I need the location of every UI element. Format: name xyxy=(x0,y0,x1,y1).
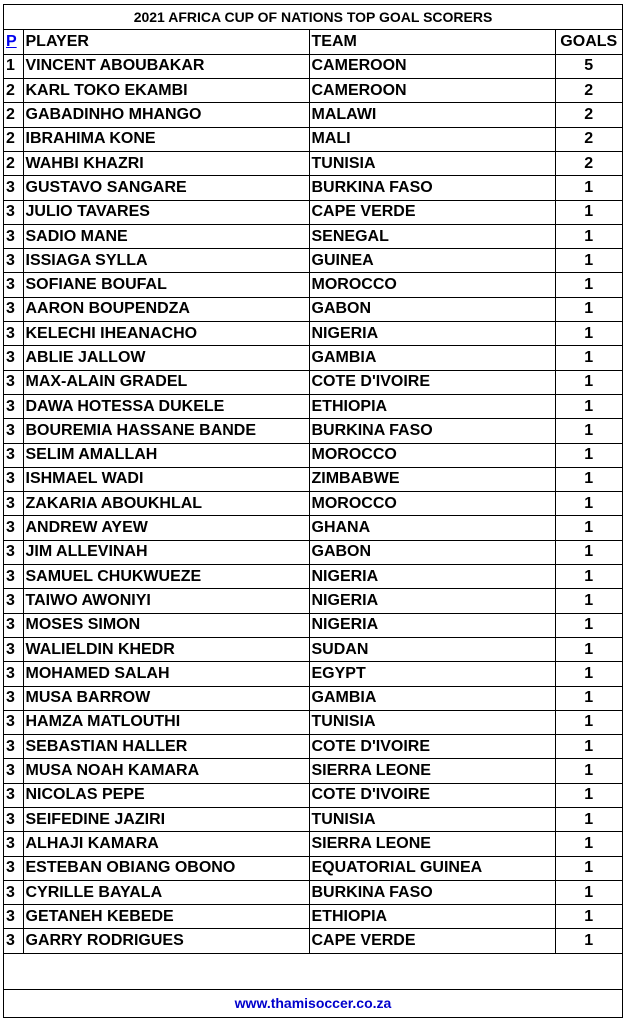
team-cell: MALAWI xyxy=(309,103,555,127)
table-row xyxy=(4,710,622,734)
position-cell: 3 xyxy=(4,322,23,346)
player-cell: GABADINHO MHANGO xyxy=(23,103,309,127)
player-cell: TAIWO AWONIYI xyxy=(23,589,309,613)
table-row xyxy=(4,79,622,103)
position-cell: 3 xyxy=(4,273,23,297)
footer-website[interactable]: www.thamisoccer.co.za xyxy=(4,989,622,1017)
goals-cell: 1 xyxy=(555,176,622,200)
goals-cell: 1 xyxy=(555,735,622,759)
position-cell: 3 xyxy=(4,394,23,418)
team-cell: NIGERIA xyxy=(309,613,555,637)
goals-cell: 1 xyxy=(555,394,622,418)
player-cell: KELECHI IHEANACHO xyxy=(23,322,309,346)
team-cell: GAMBIA xyxy=(309,346,555,370)
team-cell: CAMEROON xyxy=(309,54,555,78)
team-cell: GABON xyxy=(309,297,555,321)
table-row xyxy=(4,419,622,443)
player-cell: IBRAHIMA KONE xyxy=(23,127,309,151)
goals-cell: 1 xyxy=(555,224,622,248)
team-cell: TUNISIA xyxy=(309,710,555,734)
team-cell: CAPE VERDE xyxy=(309,929,555,953)
position-cell: 2 xyxy=(4,151,23,175)
player-cell: MOHAMED SALAH xyxy=(23,662,309,686)
player-cell: ISSIAGA SYLLA xyxy=(23,249,309,273)
table-row xyxy=(4,467,622,491)
team-cell: MOROCCO xyxy=(309,273,555,297)
table-row xyxy=(4,783,622,807)
player-cell: AARON BOUPENDZA xyxy=(23,297,309,321)
player-cell: NICOLAS PEPE xyxy=(23,783,309,807)
player-header: PLAYER xyxy=(23,30,309,54)
position-cell: 3 xyxy=(4,565,23,589)
position-cell: 3 xyxy=(4,419,23,443)
team-cell: BURKINA FASO xyxy=(309,880,555,904)
table-row xyxy=(4,273,622,297)
position-cell: 2 xyxy=(4,103,23,127)
scorers-sheet xyxy=(3,4,623,1018)
player-cell: JULIO TAVARES xyxy=(23,200,309,224)
table-row xyxy=(4,54,622,78)
player-cell: MUSA BARROW xyxy=(23,686,309,710)
player-cell: JIM ALLEVINAH xyxy=(23,540,309,564)
position-sort-link[interactable]: P xyxy=(6,32,17,50)
table-row xyxy=(4,394,622,418)
goals-cell: 2 xyxy=(555,127,622,151)
goals-cell: 5 xyxy=(555,54,622,78)
player-cell: SELIM AMALLAH xyxy=(23,443,309,467)
team-cell: EQUATORIAL GUINEA xyxy=(309,856,555,880)
team-cell: SIERRA LEONE xyxy=(309,759,555,783)
position-cell: 3 xyxy=(4,759,23,783)
team-cell: TUNISIA xyxy=(309,808,555,832)
player-cell: ESTEBAN OBIANG OBONO xyxy=(23,856,309,880)
position-cell: 3 xyxy=(4,224,23,248)
goals-cell: 1 xyxy=(555,856,622,880)
goals-cell: 1 xyxy=(555,710,622,734)
team-cell: NIGERIA xyxy=(309,322,555,346)
goals-cell: 1 xyxy=(555,759,622,783)
team-cell: COTE D'IVOIRE xyxy=(309,783,555,807)
goals-cell: 1 xyxy=(555,613,622,637)
player-cell: SOFIANE BOUFAL xyxy=(23,273,309,297)
goals-cell: 1 xyxy=(555,370,622,394)
player-cell: ZAKARIA ABOUKHLAL xyxy=(23,492,309,516)
goals-cell: 1 xyxy=(555,637,622,661)
team-cell: GABON xyxy=(309,540,555,564)
team-cell: SUDAN xyxy=(309,637,555,661)
team-cell: BURKINA FASO xyxy=(309,176,555,200)
position-cell: 3 xyxy=(4,662,23,686)
player-cell: DAWA HOTESSA DUKELE xyxy=(23,394,309,418)
table-row xyxy=(4,929,622,953)
position-cell: 3 xyxy=(4,783,23,807)
position-cell: 3 xyxy=(4,832,23,856)
goals-cell: 2 xyxy=(555,103,622,127)
player-cell: SEBASTIAN HALLER xyxy=(23,735,309,759)
table-row xyxy=(4,297,622,321)
team-cell: GHANA xyxy=(309,516,555,540)
team-cell: BURKINA FASO xyxy=(309,419,555,443)
player-cell: ALHAJI KAMARA xyxy=(23,832,309,856)
team-cell: GAMBIA xyxy=(309,686,555,710)
team-cell: MOROCCO xyxy=(309,443,555,467)
goals-cell: 2 xyxy=(555,151,622,175)
player-cell: ISHMAEL WADI xyxy=(23,467,309,491)
table-row xyxy=(4,565,622,589)
table-row xyxy=(4,346,622,370)
goals-cell: 1 xyxy=(555,808,622,832)
goals-cell: 1 xyxy=(555,419,622,443)
team-header: TEAM xyxy=(309,30,555,54)
position-cell: 3 xyxy=(4,613,23,637)
goals-cell: 1 xyxy=(555,929,622,953)
goals-cell: 1 xyxy=(555,516,622,540)
position-cell: 3 xyxy=(4,808,23,832)
goals-cell: 1 xyxy=(555,249,622,273)
goals-cell: 1 xyxy=(555,540,622,564)
position-cell: 3 xyxy=(4,467,23,491)
table-row xyxy=(4,224,622,248)
goals-cell: 1 xyxy=(555,662,622,686)
team-cell: COTE D'IVOIRE xyxy=(309,370,555,394)
goals-cell: 2 xyxy=(555,79,622,103)
goals-cell: 1 xyxy=(555,783,622,807)
table-row xyxy=(4,103,622,127)
player-cell: MAX-ALAIN GRADEL xyxy=(23,370,309,394)
team-cell: GUINEA xyxy=(309,249,555,273)
team-cell: MOROCCO xyxy=(309,492,555,516)
table-row xyxy=(4,662,622,686)
page-title: 2021 AFRICA CUP OF NATIONS TOP GOAL SCORERS xyxy=(4,5,622,30)
goals-cell: 1 xyxy=(555,905,622,929)
position-cell: 3 xyxy=(4,637,23,661)
player-cell: WALIELDIN KHEDR xyxy=(23,637,309,661)
table-row xyxy=(4,176,622,200)
team-cell: EGYPT xyxy=(309,662,555,686)
position-cell: 3 xyxy=(4,346,23,370)
table-row xyxy=(4,735,622,759)
position-cell: 3 xyxy=(4,176,23,200)
player-cell: HAMZA MATLOUTHI xyxy=(23,710,309,734)
player-cell: MOSES SIMON xyxy=(23,613,309,637)
table-row xyxy=(4,151,622,175)
position-cell: 3 xyxy=(4,540,23,564)
goals-cell: 1 xyxy=(555,273,622,297)
table-row xyxy=(4,127,622,151)
position-cell: 3 xyxy=(4,443,23,467)
header-row xyxy=(4,30,622,54)
team-cell: MALI xyxy=(309,127,555,151)
position-cell: 3 xyxy=(4,856,23,880)
goals-cell: 1 xyxy=(555,565,622,589)
goals-cell: 1 xyxy=(555,346,622,370)
table-row xyxy=(4,686,622,710)
goals-cell: 1 xyxy=(555,832,622,856)
goals-cell: 1 xyxy=(555,880,622,904)
table-row xyxy=(4,589,622,613)
table-row xyxy=(4,856,622,880)
player-cell: WAHBI KHAZRI xyxy=(23,151,309,175)
table-row xyxy=(4,322,622,346)
table-body xyxy=(4,54,622,953)
table-row xyxy=(4,637,622,661)
team-cell: CAPE VERDE xyxy=(309,200,555,224)
position-cell: 3 xyxy=(4,492,23,516)
player-cell: GARRY RODRIGUES xyxy=(23,929,309,953)
goals-cell: 1 xyxy=(555,686,622,710)
position-cell: 1 xyxy=(4,54,23,78)
table-row xyxy=(4,540,622,564)
goals-cell: 1 xyxy=(555,322,622,346)
team-cell: ETHIOPIA xyxy=(309,394,555,418)
table-row xyxy=(4,613,622,637)
goals-cell: 1 xyxy=(555,589,622,613)
table-row xyxy=(4,516,622,540)
position-cell: 3 xyxy=(4,735,23,759)
player-cell: SADIO MANE xyxy=(23,224,309,248)
player-cell: CYRILLE BAYALA xyxy=(23,880,309,904)
player-cell: SEIFEDINE JAZIRI xyxy=(23,808,309,832)
position-cell: 2 xyxy=(4,79,23,103)
goals-cell: 1 xyxy=(555,492,622,516)
goals-cell: 1 xyxy=(555,297,622,321)
table-row xyxy=(4,880,622,904)
position-cell: 3 xyxy=(4,297,23,321)
team-cell: SIERRA LEONE xyxy=(309,832,555,856)
goals-cell: 1 xyxy=(555,200,622,224)
team-cell: TUNISIA xyxy=(309,151,555,175)
player-cell: ABLIE JALLOW xyxy=(23,346,309,370)
table-row xyxy=(4,905,622,929)
team-cell: NIGERIA xyxy=(309,589,555,613)
scorers-table xyxy=(4,30,622,954)
position-cell: 2 xyxy=(4,127,23,151)
table-row xyxy=(4,808,622,832)
team-cell: ETHIOPIA xyxy=(309,905,555,929)
position-cell: 3 xyxy=(4,249,23,273)
table-row xyxy=(4,370,622,394)
team-cell: SENEGAL xyxy=(309,224,555,248)
position-cell: 3 xyxy=(4,880,23,904)
table-row xyxy=(4,492,622,516)
table-row xyxy=(4,443,622,467)
position-cell: 3 xyxy=(4,905,23,929)
team-cell: NIGERIA xyxy=(309,565,555,589)
position-cell: 3 xyxy=(4,200,23,224)
table-row xyxy=(4,832,622,856)
position-cell: 3 xyxy=(4,516,23,540)
goals-header: GOALS xyxy=(555,30,622,54)
position-cell: 3 xyxy=(4,929,23,953)
table-row xyxy=(4,200,622,224)
position-cell: 3 xyxy=(4,686,23,710)
player-cell: MUSA NOAH KAMARA xyxy=(23,759,309,783)
team-cell: ZIMBABWE xyxy=(309,467,555,491)
player-cell: GETANEH KEBEDE xyxy=(23,905,309,929)
team-cell: CAMEROON xyxy=(309,79,555,103)
goals-cell: 1 xyxy=(555,443,622,467)
position-header[interactable] xyxy=(4,30,23,54)
player-cell: KARL TOKO EKAMBI xyxy=(23,79,309,103)
player-cell: BOUREMIA HASSANE BANDE xyxy=(23,419,309,443)
position-cell: 3 xyxy=(4,589,23,613)
table-row xyxy=(4,249,622,273)
table-row xyxy=(4,759,622,783)
position-cell: 3 xyxy=(4,710,23,734)
player-cell: GUSTAVO SANGARE xyxy=(23,176,309,200)
goals-cell: 1 xyxy=(555,467,622,491)
position-cell: 3 xyxy=(4,370,23,394)
player-cell: VINCENT ABOUBAKAR xyxy=(23,54,309,78)
team-cell: COTE D'IVOIRE xyxy=(309,735,555,759)
player-cell: ANDREW AYEW xyxy=(23,516,309,540)
player-cell: SAMUEL CHUKWUEZE xyxy=(23,565,309,589)
